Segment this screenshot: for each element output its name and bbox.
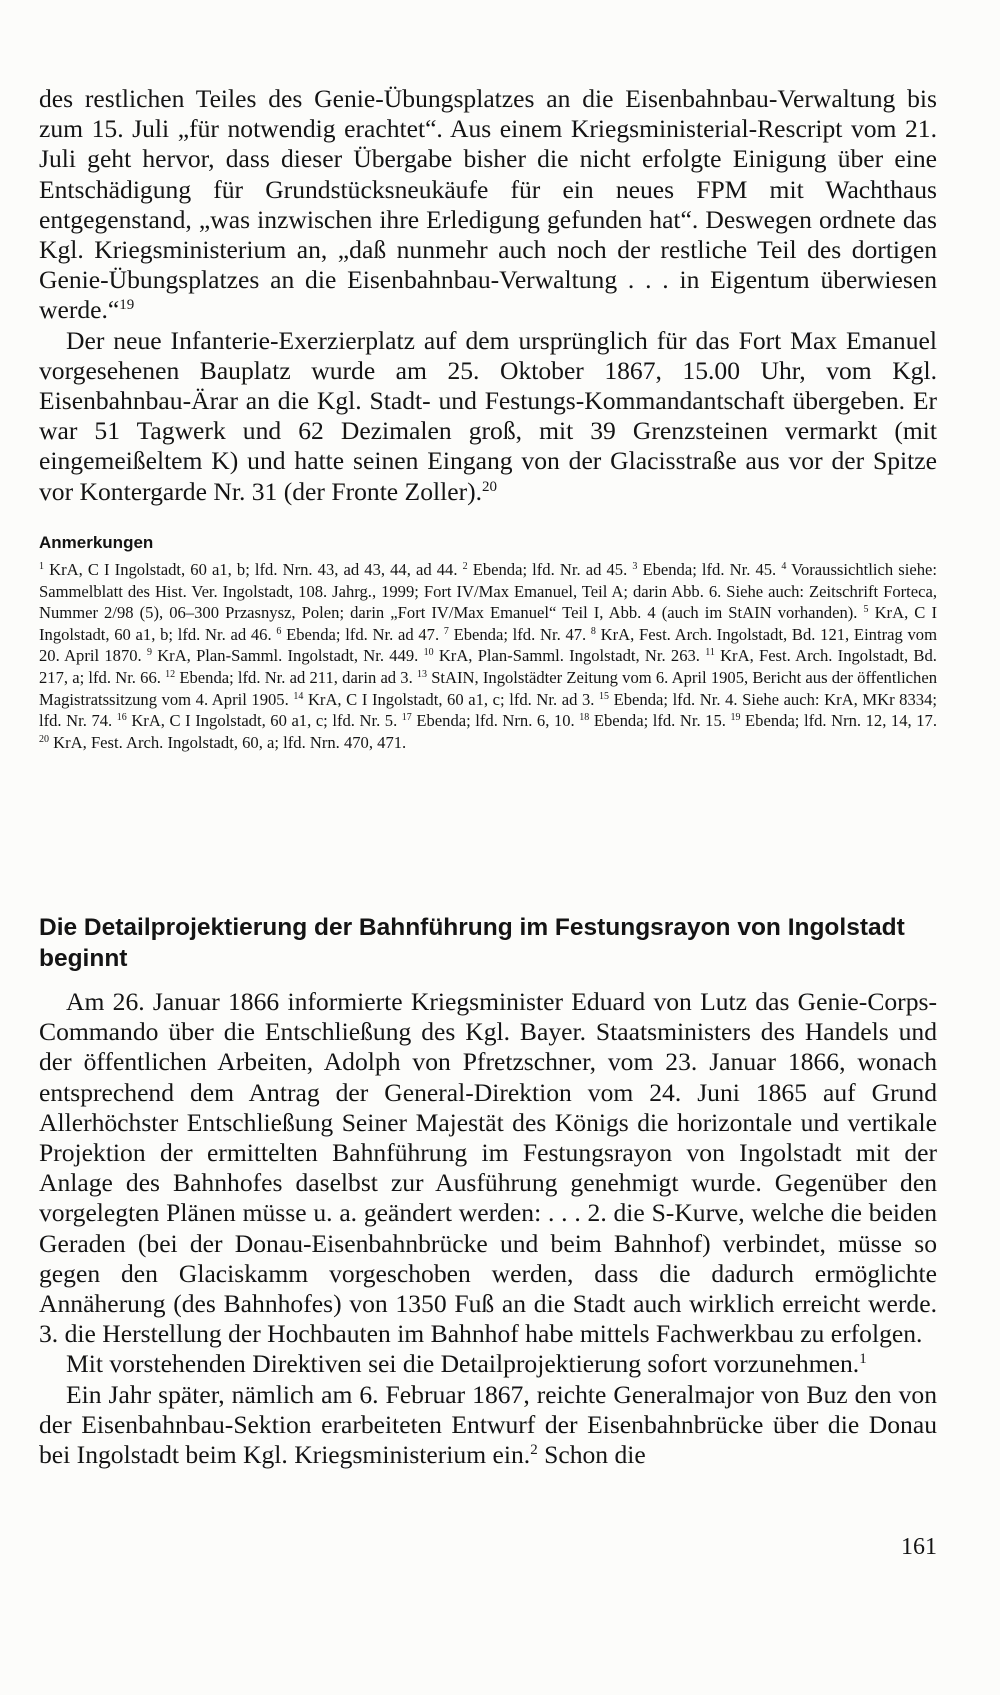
paragraph: Am 26. Januar 1866 informierte Kriegsminister Eduard von Lutz das Genie-Corps-Commando über die Entschließung des Kgl. Bayer. Staatsministers des Handels und der öffentlichen Arbeiten, Adolph von Pfretzschner, vom 23. Januar 1866, wonach entsprechend dem Antrag der General-Direktion vom 24. Juni 1865 auf Grund Allerhöchster Entschließung Seiner Majestät des Königs die horizontale und vertikale Projektion der ermittelten Bahnführung im Festungsrayon von Ingolstadt mit der Anlage des Bahnhofes daselbst zur Ausführung genehmigt wurde. Gegenüber den vorgelegten Plänen müsse u. a. geändert werden: . . . 2. die S-Kurve, welche die beiden Geraden (bei der Donau-Eisenbahnbrücke und beim Bahnhof) verbindet, müsse so gegen den Glaciskamm vorgeschoben werden, dass die dadurch ermöglichte Annäherung (des Bahnhofes) von 1350 Fuß an die Stadt auch wirklich erreicht werde. 3. die Herstellung der Hochbauten im Bahnhof habe mittels Fachwerkbau zu erfolgen.	[39, 987, 937, 1349]
footnote-text: Voraussichtlich siehe: Sammelblatt des Hist. Ver. Ingolstadt, 108. Jahrg., 1999; Fort IV/Max Emanuel, Teil A; darin Abb. 6. Siehe auch: Zeitschrift Forteca, Nummer 2/98 (5), 06–300 Przasnysz, Polen; darin „Fort IV/Max Emanuel“ Teil I, Abb. 4 (auch im StAIN vorhanden).	[39, 560, 937, 623]
footnotes	[39, 533, 937, 753]
footnote-number: 11	[705, 647, 715, 659]
footnote-ref: 20	[482, 478, 498, 495]
footnote-text: KrA, Fest. Arch. Ingolstadt, Bd. 121, Eintrag vom 20. April 1870.	[39, 624, 937, 666]
footnote-item	[39, 560, 457, 579]
footnote-number: 12	[165, 668, 176, 680]
footnote-item	[632, 560, 776, 579]
footnote-item	[424, 646, 700, 665]
footnote-text: Ebenda; lfd. Nr. 45.	[642, 560, 777, 579]
footnote-item	[444, 625, 586, 644]
section	[39, 912, 937, 1470]
notes-title: Anmerkungen	[39, 533, 154, 552]
footnote-number: 7	[443, 625, 449, 637]
footnote-number: 14	[293, 690, 304, 702]
footnote-ref: 2	[530, 1442, 538, 1459]
footnote-number: 2	[462, 561, 468, 572]
footnote-number: 13	[416, 668, 427, 680]
top-section	[39, 84, 937, 507]
footnote-item	[293, 690, 594, 709]
footnote-text: KrA, C I Ingolstadt, 60 a1, b; lfd. Nrn. 43, ad 43, 44, ad 44.	[49, 560, 458, 579]
footnote-number: 9	[146, 647, 152, 659]
footnote-number: 10	[423, 647, 434, 659]
footnote-text: KrA, C I Ingolstadt, 60 a1, b; lfd. Nr. ad 46.	[39, 603, 937, 644]
footnote-item	[117, 711, 397, 730]
footnote-item	[579, 711, 726, 730]
footnote-number: 5	[863, 604, 869, 616]
footnote-number: 1	[39, 561, 44, 572]
footnote-text: KrA, Fest. Arch. Ingolstadt, Bd. 217, a; lfd. Nr. 66.	[39, 646, 937, 687]
footnote-item	[730, 711, 936, 730]
footnote-text: KrA, Fest. Arch. Ingolstadt, 60, a; lfd. Nrn. 470, 471.	[53, 732, 407, 752]
paragraph: Ein Jahr später, nämlich am 6. Februar 1867, reichte Generalmajor von Buz den von der Eisenbahnbau-Sektion erarbeiteten Entwurf der Eisenbahnbrücke über die Donau bei Ingolstadt beim Kgl. Kriegsministerium ein.$^2$ Schon die	[39, 1379, 937, 1470]
footnote-text: Ebenda; lfd. Nr. 4. Siehe auch: KrA, MKr 8334; lfd. Nr. 74.	[39, 689, 937, 731]
footnote-text: KrA, Plan-Samml. Ingolstadt, Nr. 449.	[157, 646, 419, 666]
footnote-number: 18	[579, 712, 590, 724]
footnote-number: 3	[632, 561, 638, 572]
footnote-number: 19	[730, 712, 741, 724]
footnote-number: 20	[39, 733, 49, 745]
footnote-text: Ebenda; lfd. Nr. 15.	[593, 711, 726, 731]
footnote-item	[165, 668, 413, 687]
footnote-text: KrA, C I Ingolstadt, 60 a1, c; lfd. Nr. 5.	[131, 711, 398, 731]
footnote-number: 16	[116, 712, 127, 724]
footnote-text: Ebenda; lfd. Nr. 47.	[453, 624, 587, 644]
footnote-text: Ebenda; lfd. Nr. ad 211, darin ad 3.	[179, 667, 413, 687]
section-heading: Die Detailprojektierung der Bahnführung im Festungsrayon von Ingolstadt beginnt	[39, 914, 905, 972]
footnote-item	[147, 646, 418, 665]
footnote-number: 6	[276, 625, 282, 637]
footnote-text: KrA, C I Ingolstadt, 60 a1, c; lfd. Nr. ad 3.	[307, 689, 595, 709]
footnote-item	[402, 711, 575, 730]
paragraph: Der neue Infanterie-Exerzierplatz auf dem ursprünglich für das Fort Max Emanuel vorgesehenen Bauplatz wurde am 25. Oktober 1867, 15.00 Uhr, vom Kgl. Eisenbahnbau-Ärar an die Kgl. Stadt- und Festungs-Kommandantschaft übergeben. Er war 51 Tagwerk und 62 Dezimalen groß, mit 39 Grenzsteinen vermarkt (mit eingemeißeltem K) und hatte seinen Eingang von der Glacisstraße aus vor der Spitze vor Kontergarde Nr. 31 (der Fronte Zoller).$^{20}$	[39, 325, 937, 506]
paragraph: Mit vorstehenden Direktiven sei die Detailprojektierung sofort vorzunehmen.$^1$	[66, 1349, 867, 1379]
paragraph: des restlichen Teiles des Genie-Übungsplatzes an die Eisenbahnbau-Verwaltung bis zum 15. Juli „für notwendig erachtet“. Aus einem Kriegsministerial-Rescript vom 21. Juli geht hervor, dass dieser Übergabe bisher die nicht erfolgte Einigung über eine Entschädigung für Grundstücksneukäufe für ein neues FPM mit Wachthaus entgegenstand, „was inzwischen ihre Erledigung gefunden hat“. Deswegen ordnete das Kgl. Kriegsministerium an, „daß nunmehr auch noch der restliche Teil des dortigen Genie-Übungsplatzes an die Eisenbahnbau-Verwaltung . . . in Eigentum überwiesen werde.“$^{19}$	[39, 84, 937, 325]
footnote-text: Ebenda; lfd. Nrn. 6, 10.	[416, 711, 575, 731]
footnote-ref: 19	[119, 297, 135, 314]
footnote-ref: 1	[859, 1351, 867, 1368]
footnote-text: Ebenda; lfd. Nr. ad 47.	[286, 624, 440, 644]
footnote-item	[276, 625, 439, 644]
page-number: 161	[901, 1534, 937, 1560]
footnote-item	[39, 733, 406, 752]
footnote-number: 4	[781, 561, 787, 572]
footnote-number: 15	[599, 690, 610, 702]
footnote-item	[463, 560, 628, 579]
footnote-text: Ebenda; lfd. Nrn. 12, 14, 17.	[745, 711, 937, 731]
footnote-number: 17	[401, 712, 412, 724]
notes-body	[39, 559, 937, 753]
footnote-text: KrA, Plan-Samml. Ingolstadt, Nr. 263.	[438, 646, 700, 666]
footnote-text: StAIN, Ingolstädter Zeitung vom 6. April 1905, Bericht aus der öffentlichen Magistratssitzung vom 4. April 1905.	[39, 667, 938, 709]
footnote-number: 8	[590, 625, 596, 637]
footnote-text: Ebenda; lfd. Nr. ad 45.	[472, 560, 628, 579]
